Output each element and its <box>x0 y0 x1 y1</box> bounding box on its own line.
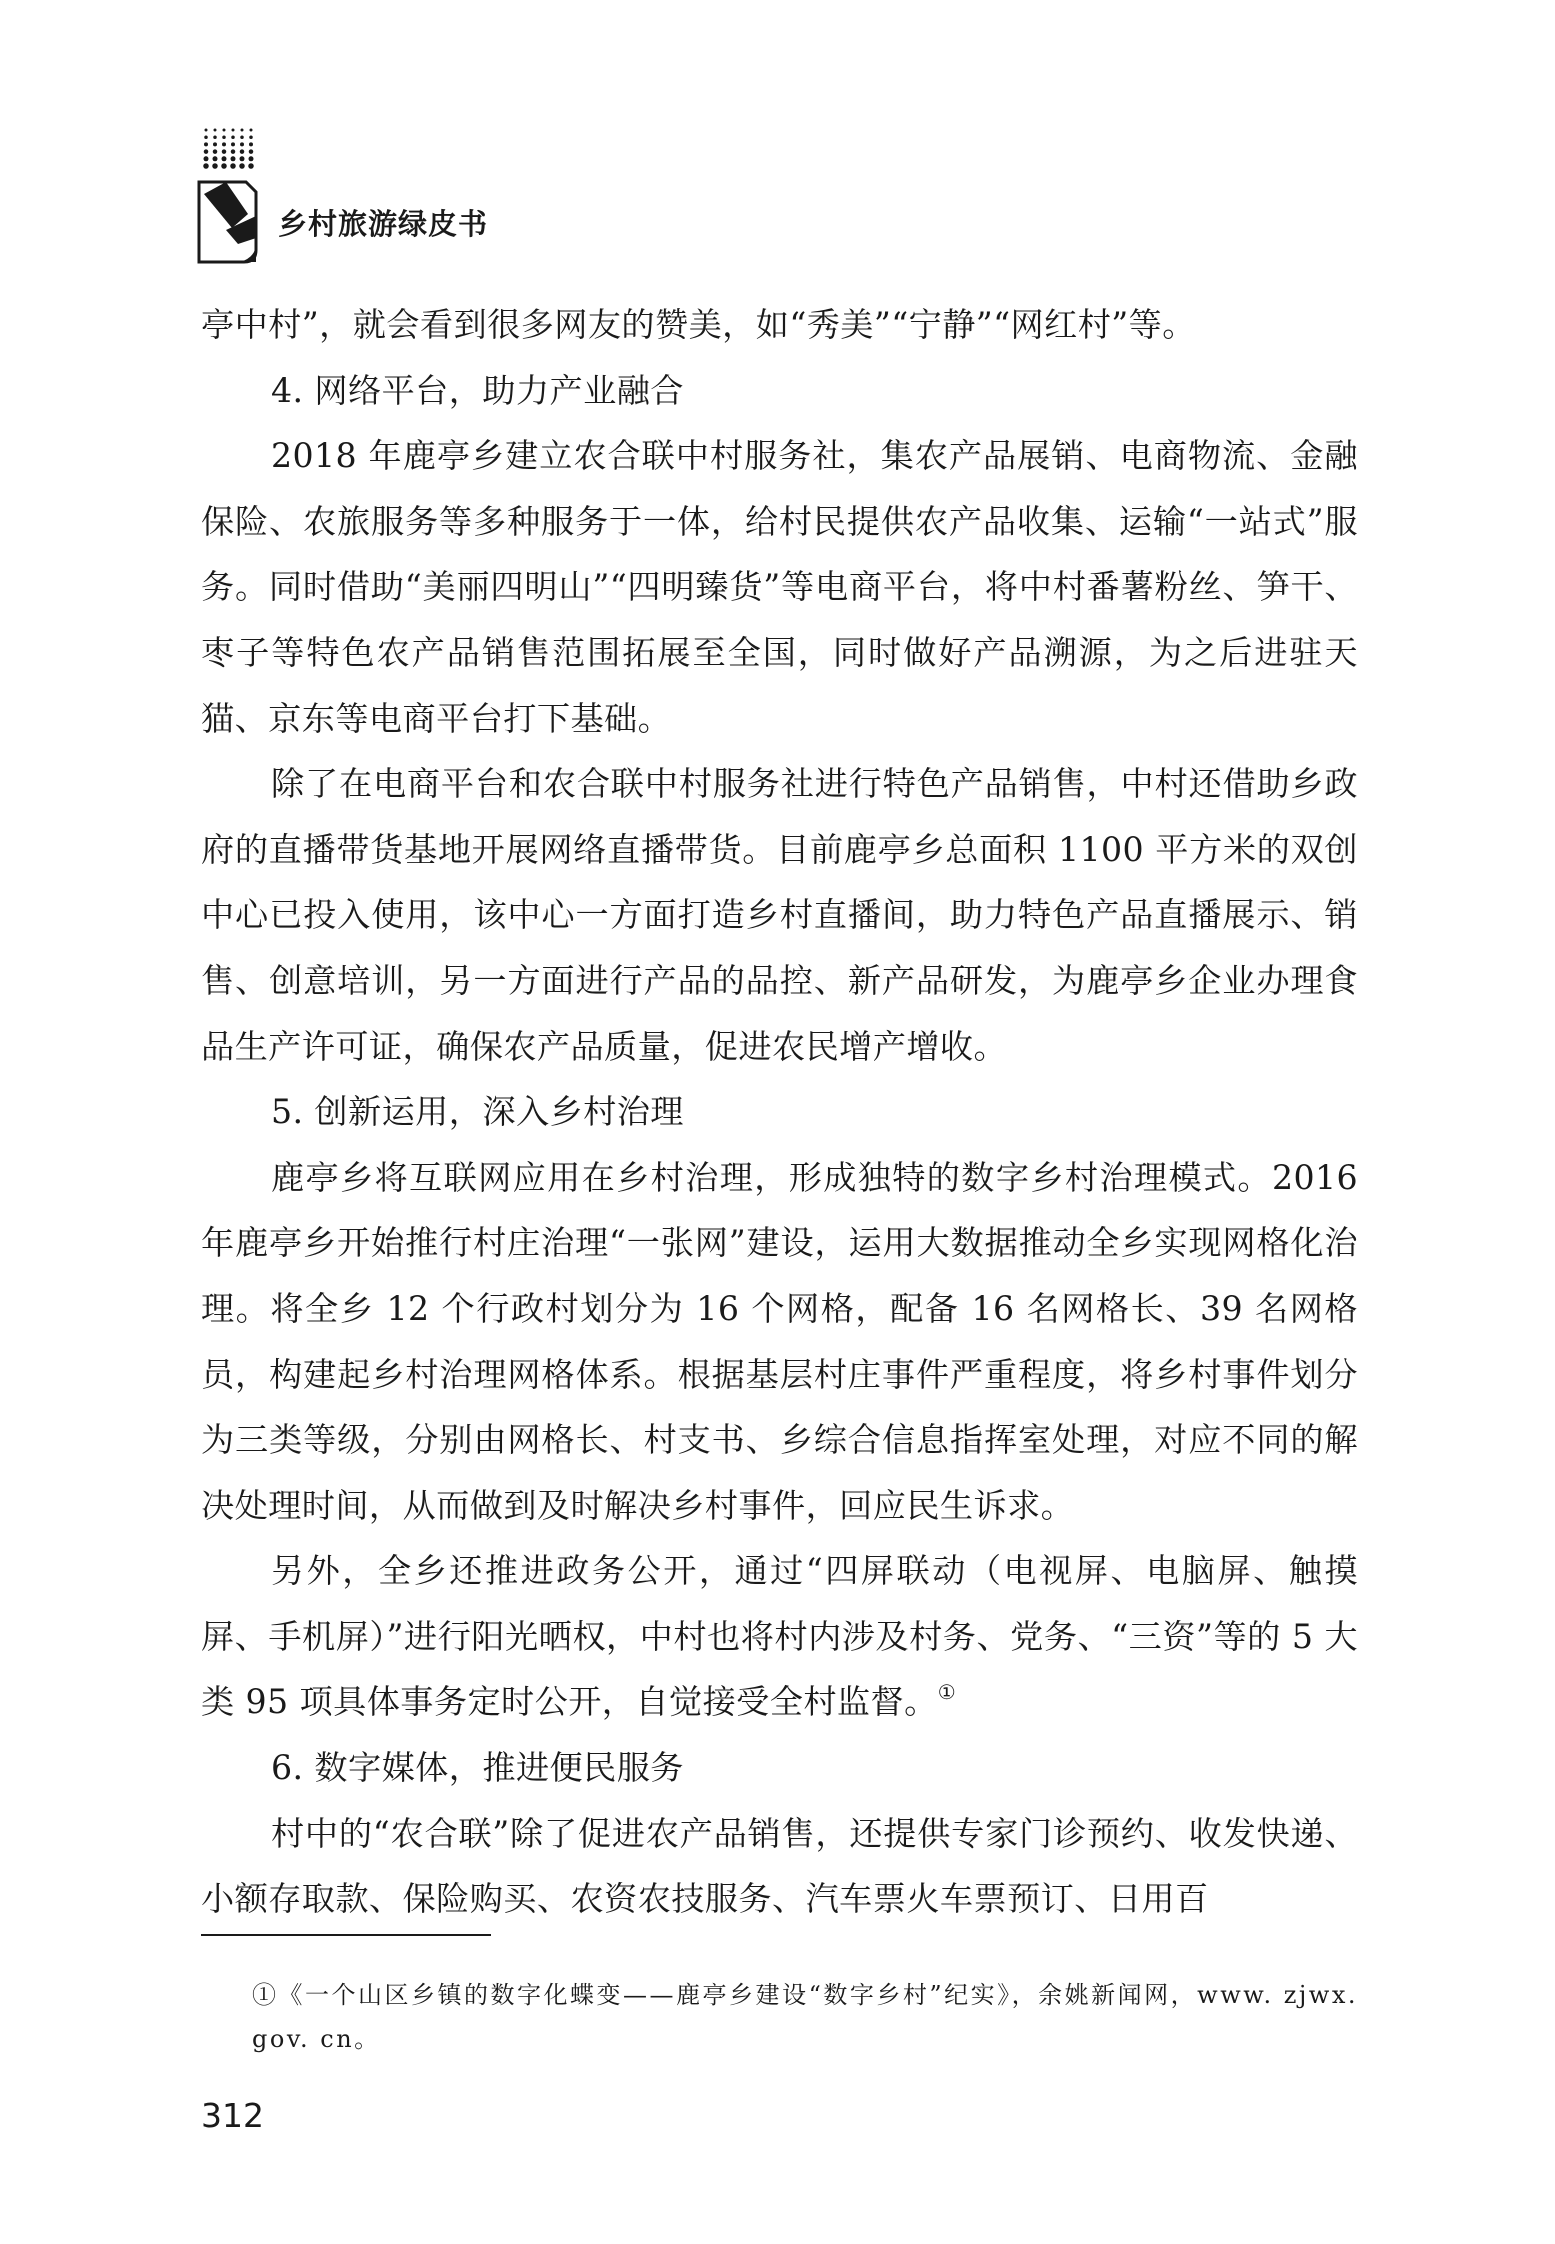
running-header <box>196 126 696 266</box>
paragraph: 2018 年鹿亭乡建立农合联中村服务社，集农产品展销、电商物流、金融保险、农旅服务等多种服务于一体，给村民提供农产品收集、运输“一站式”服务。同时借助“美丽四明山”“四明臻货”等电商平台，将中村番薯粉丝、笋干、枣子等特色农产品销售范围拓展至全国，同时做好产品溯源，为之后进驻天猫、京东等电商平台打下基础。 <box>201 436 1358 738</box>
paragraph: 村中的“农合联”除了促进农产品销售，还提供专家门诊预约、收发快递、小额存取款、保险购买、农资农技服务、汽车票火车票预订、日用百 <box>201 1813 1358 1919</box>
dot-grid-ornament <box>202 126 254 170</box>
paragraph: 除了在电商平台和农合联中村服务社进行特色产品销售，中村还借助乡政府的直播带货基地开展网络直播带货。目前鹿亭乡总面积 1100 平方米的双创中心已投入使用，该中心一方面打造乡村直播间，助力特色产品直播展示、销售、创意培训，另一方面进行产品的品控、新产品研发，为鹿亭乡企业办理食品生产许可证，确保农产品质量，促进农民增产增收。 <box>201 764 1358 1066</box>
paragraph-text: 另外，全乡还推进政务公开，通过“四屏联动（电视屏、电脑屏、触摸屏、手机屏）”进行阳光晒权，中村也将村内涉及村务、党务、“三资”等的 5 大类 95 项具体事务定时公开，自觉接受全村监督。 <box>201 1551 1358 1722</box>
section-heading-6: 6. 数字媒体，推进便民服务 <box>271 1748 684 1788</box>
page-number: 312 <box>201 2096 264 2135</box>
paragraph: 鹿亭乡将互联网应用在乡村治理，形成独特的数字乡村治理模式。2016 年鹿亭乡开始推行村庄治理“一张网”建设，运用大数据推动全乡实现网格化治理。将全乡 12 个行政村划分为 16 个网格，配备 16 名网格长、39 名网格员，构建起乡村治理网格体系。根据基层村庄事件严重程度，将乡村事件划分为三类等级，分别由网格长、村支书、乡综合信息指挥室处理，对应不同的解决处理时间，从而做到及时解决乡村事件，回应民生诉求。 <box>201 1157 1358 1525</box>
book-title: 乡村旅游绿皮书 <box>278 207 489 241</box>
paragraph-continued: 亭中村”，就会看到很多网友的赞美，如“秀美”“宁静”“网红村”等。 <box>201 305 1196 344</box>
main-text <box>201 292 1358 1932</box>
section-heading-5: 5. 创新运用，深入乡村治理 <box>271 1092 684 1132</box>
paragraph-with-note <box>201 1538 1358 1735</box>
footnote-divider <box>201 1934 491 1936</box>
footnote: ①《一个山区乡镇的数字化蝶变——鹿亭乡建设“数字乡村”纪实》，余姚新闻网，www. zjwx. gov. cn。 <box>252 1981 1358 2053</box>
book-logo-icon <box>196 178 260 264</box>
footnote-marker[interactable]: ① <box>937 1680 957 1705</box>
section-heading-4: 4. 网络平台，助力产业融合 <box>271 370 684 410</box>
